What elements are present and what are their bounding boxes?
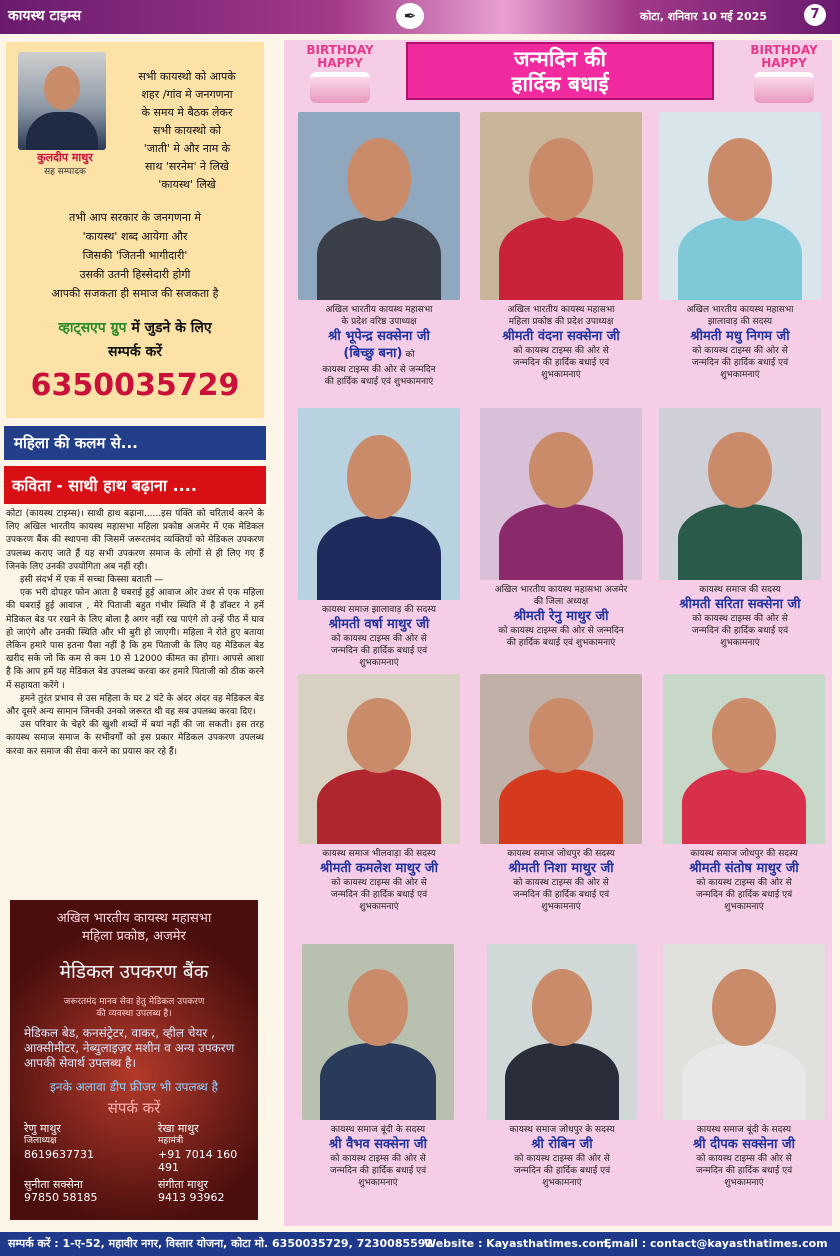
ad-contact-person <box>158 1178 224 1204</box>
birthday-title-line: हार्दिक बधाई <box>511 72 609 96</box>
birthday-wish: को कायस्थ टाइम्स की ओर से <box>696 878 792 888</box>
member-name: श्रीमती निशा माथुर जी <box>508 861 614 876</box>
appeal-line: तभी आप सरकार के जनगणना मे <box>69 211 201 224</box>
birthday-wish: को कायस्थ टाइम्स की ओर से <box>330 1154 426 1164</box>
member-description: की जिला अध्यक्ष <box>533 597 589 607</box>
birthday-wish: शुभकामनाएं <box>541 370 581 380</box>
member-photo <box>298 674 460 844</box>
contact-phone: 6350035729 <box>30 368 240 403</box>
issue-date: कोटा, शनिवार 10 मई 2025 <box>640 10 767 23</box>
birthday-wish: शुभकामनाएं <box>358 1178 398 1188</box>
appeal-line: उसकी उतनी हिस्सेदारी होगी <box>79 268 191 281</box>
ad-extra: इनके अलावा डीप फ्रीजर भी उपलब्ध है <box>50 1080 218 1094</box>
ad-tagline <box>30 996 238 1020</box>
birthday-wish: शुभकामनाएं <box>541 902 581 912</box>
appeal-line: 'जाती' मे और नाम के <box>143 142 231 155</box>
member-description: कायस्थ समाज झालावाड़ की सदस्य <box>322 605 436 615</box>
member-photo <box>480 408 642 580</box>
member-description: अखिल भारतीय कायस्थ महासभा <box>325 305 433 315</box>
article-body <box>6 508 264 759</box>
article-paragraph: कोटा (कायस्थ टाइम्स)। साथी हाथ बढ़ाना......इस पंक्ति को चरितार्थ करने के लिए अखिल भारतीय कायस्थ महासभा महिला प्रकोष्ठ अजमेर में एक मेडिकल उपकरण बैंक की स्थापना की जिसमें जरूरतमंद व्यक्तियों को मेडिकल उपकरण उपलब्ध कराए जाते हैं यह सभी उपकरण समाज के लोगों से ही लिए गए हैं जिनके लिए उनकी उपयोगिता अब नहीं रही। <box>6 509 264 572</box>
ad-contact-person <box>24 1122 94 1161</box>
article-paragraph: हमने तुरंत प्रभाव से उस महिला के घर 2 घंटे के अंदर अंदर वह मेडिकल बेड और दूसरे अन्य सामान जिनकी उनको जरूरत थी वह सब उपलब्ध करवा दिए। <box>6 693 264 718</box>
editor-photo <box>18 52 106 150</box>
appeal-message-1 <box>114 68 260 194</box>
birthday-wish: को कायस्थ टाइम्स की ओर से <box>692 614 788 624</box>
ad-person-phone: +91 7014 160 491 <box>158 1148 238 1174</box>
birthday-wish: जन्मदिन की हार्दिक बधाई एवं <box>512 890 610 900</box>
cake-text: HAPPY <box>317 56 363 70</box>
cake-text: BIRTHDAY <box>306 43 374 57</box>
whatsapp-invite <box>12 318 258 337</box>
birthday-card <box>480 112 642 380</box>
appeal-line: सभी कायस्थो को आपके <box>138 70 236 83</box>
ad-person-phone: 8619637731 <box>24 1148 94 1161</box>
birthday-wish: जन्मदिन की हार्दिक बधाई एवं <box>330 890 428 900</box>
appeal-line: आपकी सजकता ही समाज की सजकता है <box>51 287 219 300</box>
birthday-card <box>302 944 454 1188</box>
birthday-wish: जन्मदिन की हार्दिक बधाई एवं <box>329 1166 427 1176</box>
editor-name: कुलदीप माथुर <box>37 151 93 164</box>
member-description: झालावाड़ की सदस्य <box>707 317 773 327</box>
member-description: कायस्थ समाज भीलवाड़ा की सदस्य <box>322 849 436 859</box>
birthday-wish: जन्मदिन की हार्दिक बधाई एवं <box>691 358 789 368</box>
ad-person-phone: 9413 93962 <box>158 1191 225 1204</box>
member-photo <box>487 944 637 1120</box>
birthday-card <box>663 944 825 1188</box>
birthday-card <box>298 112 460 387</box>
member-description: कायस्थ समाज जोधपुर की सदस्य <box>690 849 798 859</box>
member-photo <box>480 112 642 300</box>
ad-org <box>10 910 258 946</box>
birthday-wish: को कायस्थ टाइम्स की ओर से <box>696 1154 792 1164</box>
birthday-card <box>298 674 460 912</box>
member-photo <box>663 674 825 844</box>
birthday-cake-icon <box>300 44 380 100</box>
birthday-card <box>663 674 825 912</box>
poem-title: कविता - साथी हाथ बढ़ाना .... <box>12 476 197 495</box>
birthday-wish: को कायस्थ टाइम्स की ओर से <box>514 1154 610 1164</box>
member-description: कायस्थ समाज जोधपुर की सदस्य <box>507 849 615 859</box>
birthday-wish: शुभकामनाएं <box>542 1178 582 1188</box>
member-description: कायस्थ समाज की सदस्य <box>699 585 781 595</box>
ad-tagline-line: की व्यवस्था उपलब्ध है। <box>96 1009 172 1019</box>
whatsapp-invite-text: में जुडने के लिए <box>126 320 212 336</box>
appeal-line: के समय मे बैठक लेकर <box>141 106 233 119</box>
editor-role: सह सम्पादक <box>44 167 86 177</box>
member-description: महिला प्रकोष्ठ की प्रदेश उपाध्यक्ष <box>508 317 614 327</box>
medical-bank-ad <box>10 900 258 1220</box>
member-name: श्रीमती वर्षा माथुर जी <box>328 617 430 632</box>
birthday-wish: शुभकामनाएं <box>724 1178 764 1188</box>
cake-text: HAPPY <box>761 56 807 70</box>
article-paragraph: एक भरी दोपहर फोन आता है घबराई हुई आवाज ओर उधर से एक महिला की घबराई हुई आवाज , मेरे पिताजी बहुत गंभीर स्थिति में है डॉक्टर ने हमें मेडिकल बेड पर रखने के लिए बोला है अगर नहीं रख पाएंगे तो उन्हें पीठ में घाव हो जाएंगे और उनकी स्थिति और भी बुरी हो जाएगी। महिला ने रोते हुए बताया लेकिन हमारे पास इतना पैसा नहीं है कि हम पिताजी के लिए यह मेडिकल बेड खरीद सके जो कि कम से कम 10 से 12000 कीमत का होगा। आपसे आशा है कि आप हमें यह मेडिकल बेड उपलब्ध करवा कर हमारे पिताजी को ठीक करने में सहायता करेंगे । <box>6 588 264 691</box>
birthday-wish: जन्मदिन की हार्दिक बधाई एवं <box>330 646 428 656</box>
birthday-wish: को कायस्थ टाइम्स की ओर से <box>331 634 427 644</box>
appeal-line: जिसकी 'जितनी भागीदारी' <box>82 249 188 262</box>
ad-person-phone: 97850 58185 <box>24 1191 98 1204</box>
member-name: श्रीमती वंदना सक्सेना जी <box>502 329 620 344</box>
birthday-title <box>406 42 714 100</box>
birthday-card <box>298 408 460 668</box>
member-description: के प्रदेश वरिष्ठ उपाध्यक्ष <box>341 317 417 327</box>
member-photo <box>480 674 642 844</box>
member-name: श्री भूपेन्द्र सक्सेना जी <box>328 329 430 344</box>
whatsapp-group-label: व्हाट्सएप ग्रुप <box>58 320 127 336</box>
birthday-wish: जन्मदिन की हार्दिक बधाई एवं <box>513 1166 611 1176</box>
appeal-line: शहर /गांव मे जनगणना <box>141 88 233 101</box>
ad-person-name: सुनीता सक्सेना <box>24 1178 83 1191</box>
inkpot-logo-icon: ✒ <box>396 3 424 29</box>
page-header <box>0 0 840 34</box>
birthday-cake-icon <box>744 44 824 100</box>
birthday-wish: को कायस्थ टाइम्स की ओर से जन्मदिन <box>498 626 624 636</box>
member-description: कायस्थ समाज बूंदी के सदस्य <box>696 1125 792 1135</box>
birthday-wish: की हार्दिक बधाई एवं शुभकामनाएं <box>506 638 616 648</box>
footer-email: Email : contact@kayasthatimes.com <box>604 1237 828 1250</box>
birthday-wish: की हार्दिक बधाई एवं शुभकामनाएं <box>324 377 434 387</box>
ad-person-name: रेणु माथुर <box>24 1122 61 1135</box>
birthday-wish: जन्मदिन की हार्दिक बधाई एवं <box>695 1166 793 1176</box>
contact-label: सम्पर्क करें <box>108 344 162 360</box>
ad-contact-title: संपर्क करें <box>107 1099 161 1117</box>
birthday-wish: जन्मदिन की हार्दिक बधाई एवं <box>512 358 610 368</box>
article-paragraph: उस परिवार के चेहरे की खुशी शब्दों में बयां नहीं की जा सकती। इस तरह कायस्थ समाज समाज के सभीवर्गों को इस प्रकार मेडिकल उपकरण उपलब्ध करवा कर समाज की सेवा करने का प्रयास कर रहे हैं। <box>6 720 264 757</box>
article-paragraph: इसी संदर्भ में एक में सच्चा किस्सा बताती — <box>20 575 164 586</box>
member-name: श्रीमती सरिता सक्सेना जी <box>679 597 801 612</box>
ad-title: मेडिकल उपकरण बैंक <box>59 961 209 983</box>
birthday-wish: शुभकामनाएं <box>359 658 399 668</box>
birthday-card <box>480 408 642 648</box>
section-banner <box>4 426 266 460</box>
appeal-line: 'कायस्थ' लिखे <box>158 178 216 191</box>
member-name: श्रीमती मधु निगम जी <box>690 329 790 344</box>
birthday-wish: शुभकामनाएं <box>720 638 760 648</box>
appeal-line: साथ 'सरनेम' ने लिखे <box>145 160 229 173</box>
member-description: अखिल भारतीय कायस्थ महासभा <box>507 305 615 315</box>
birthday-wish: शुभकामनाएं <box>724 902 764 912</box>
ad-person-role: जिलाध्यक्ष <box>24 1136 57 1146</box>
page-number: 7 <box>804 4 826 26</box>
member-description: अखिल भारतीय कायस्थ महासभा <box>686 305 794 315</box>
section-title: महिला की कलम से... <box>14 434 138 452</box>
birthday-wish: को कायस्थ टाइम्स की ओर से <box>513 878 609 888</box>
member-name: श्रीमती रेनु माथुर जी <box>513 609 609 624</box>
newspaper-brand: कायस्थ टाइम्स <box>8 8 82 24</box>
census-appeal-box <box>6 42 264 418</box>
appeal-message-2 <box>12 208 258 303</box>
member-photo <box>298 112 460 300</box>
ad-contact-person <box>24 1178 97 1204</box>
member-photo <box>302 944 454 1120</box>
member-description: कायस्थ समाज जोधपुर के सदस्य <box>509 1125 615 1135</box>
birthday-card <box>487 944 637 1188</box>
member-photo <box>663 944 825 1120</box>
member-description: अखिल भारतीय कायस्थ महासभा अजमेर <box>494 585 628 595</box>
birthday-wish: शुभकामनाएं <box>359 902 399 912</box>
cake-text: BIRTHDAY <box>750 43 818 57</box>
birthday-wish: जन्मदिन की हार्दिक बधाई एवं <box>691 626 789 636</box>
member-name: श्रीमती कमलेश माथुर जी <box>320 861 438 876</box>
member-name: श्रीमती संतोष माथुर जी <box>689 861 799 876</box>
ad-items: मेडिकल बेड, कनसंट्रेटर, वाकर, व्हील चेयर , आक्सीमीटर, नेब्युलाइज़र मशीन व अन्य उपकरण आपकी सेवार्थ उपलब्ध है। <box>24 1026 235 1070</box>
birthday-card <box>480 674 642 912</box>
birthday-card <box>659 112 821 380</box>
ad-contact-person <box>158 1122 258 1174</box>
page-footer <box>0 1232 840 1256</box>
member-name: श्री वैभव सक्सेना जी <box>329 1137 427 1152</box>
birthday-card <box>659 408 821 648</box>
ad-tagline-line: जरूरतमंद मानव सेवा हेतु मेडिकल उपकरण <box>63 997 205 1007</box>
member-photo <box>298 408 460 600</box>
ad-person-name: संगीता माथुर <box>158 1178 209 1191</box>
member-photo <box>659 408 821 580</box>
member-photo <box>659 112 821 300</box>
poem-banner <box>4 466 266 504</box>
member-name: श्री दीपक सक्सेना जी <box>693 1137 795 1152</box>
ad-person-role: महामंत्री <box>158 1136 184 1146</box>
ad-person-name: रेखा माथुर <box>158 1122 199 1135</box>
member-description: कायस्थ समाज बूंदी के सदस्य <box>330 1125 426 1135</box>
member-name: श्री रोबिन जी <box>531 1137 593 1152</box>
appeal-line: सभी कायस्थो को <box>153 124 221 137</box>
birthday-wish: जन्मदिन की हार्दिक बधाई एवं <box>695 890 793 900</box>
birthday-title-line: जन्मदिन की <box>514 47 606 71</box>
appeal-line: 'कायस्थ' शब्द आयेगा और <box>82 230 188 243</box>
birthday-wish: कायस्थ टाइम्स की ओर से जन्मदिन <box>322 365 436 375</box>
footer-address: सम्पर्क करें : 1-ए-52, महावीर नगर, विस्तार योजना, कोटा मो. 6350035729, 7230085592 <box>8 1237 434 1250</box>
name-suffix: को <box>402 350 415 360</box>
birthday-wish: को कायस्थ टाइम्स की ओर से <box>513 346 609 356</box>
birthday-wish: शुभकामनाएं <box>720 370 760 380</box>
ad-org-line: महिला प्रकोष्ठ, अजमेर <box>82 929 186 944</box>
ad-org-line: अखिल भारतीय कायस्थ महासभा <box>56 911 212 926</box>
birthday-wish: को कायस्थ टाइम्स की ओर से <box>692 346 788 356</box>
footer-website: Website : Kayasthatimes.com, <box>424 1237 612 1250</box>
member-name: (बिच्छु बना) को <box>343 346 415 361</box>
birthday-wish: को कायस्थ टाइम्स की ओर से <box>331 878 427 888</box>
